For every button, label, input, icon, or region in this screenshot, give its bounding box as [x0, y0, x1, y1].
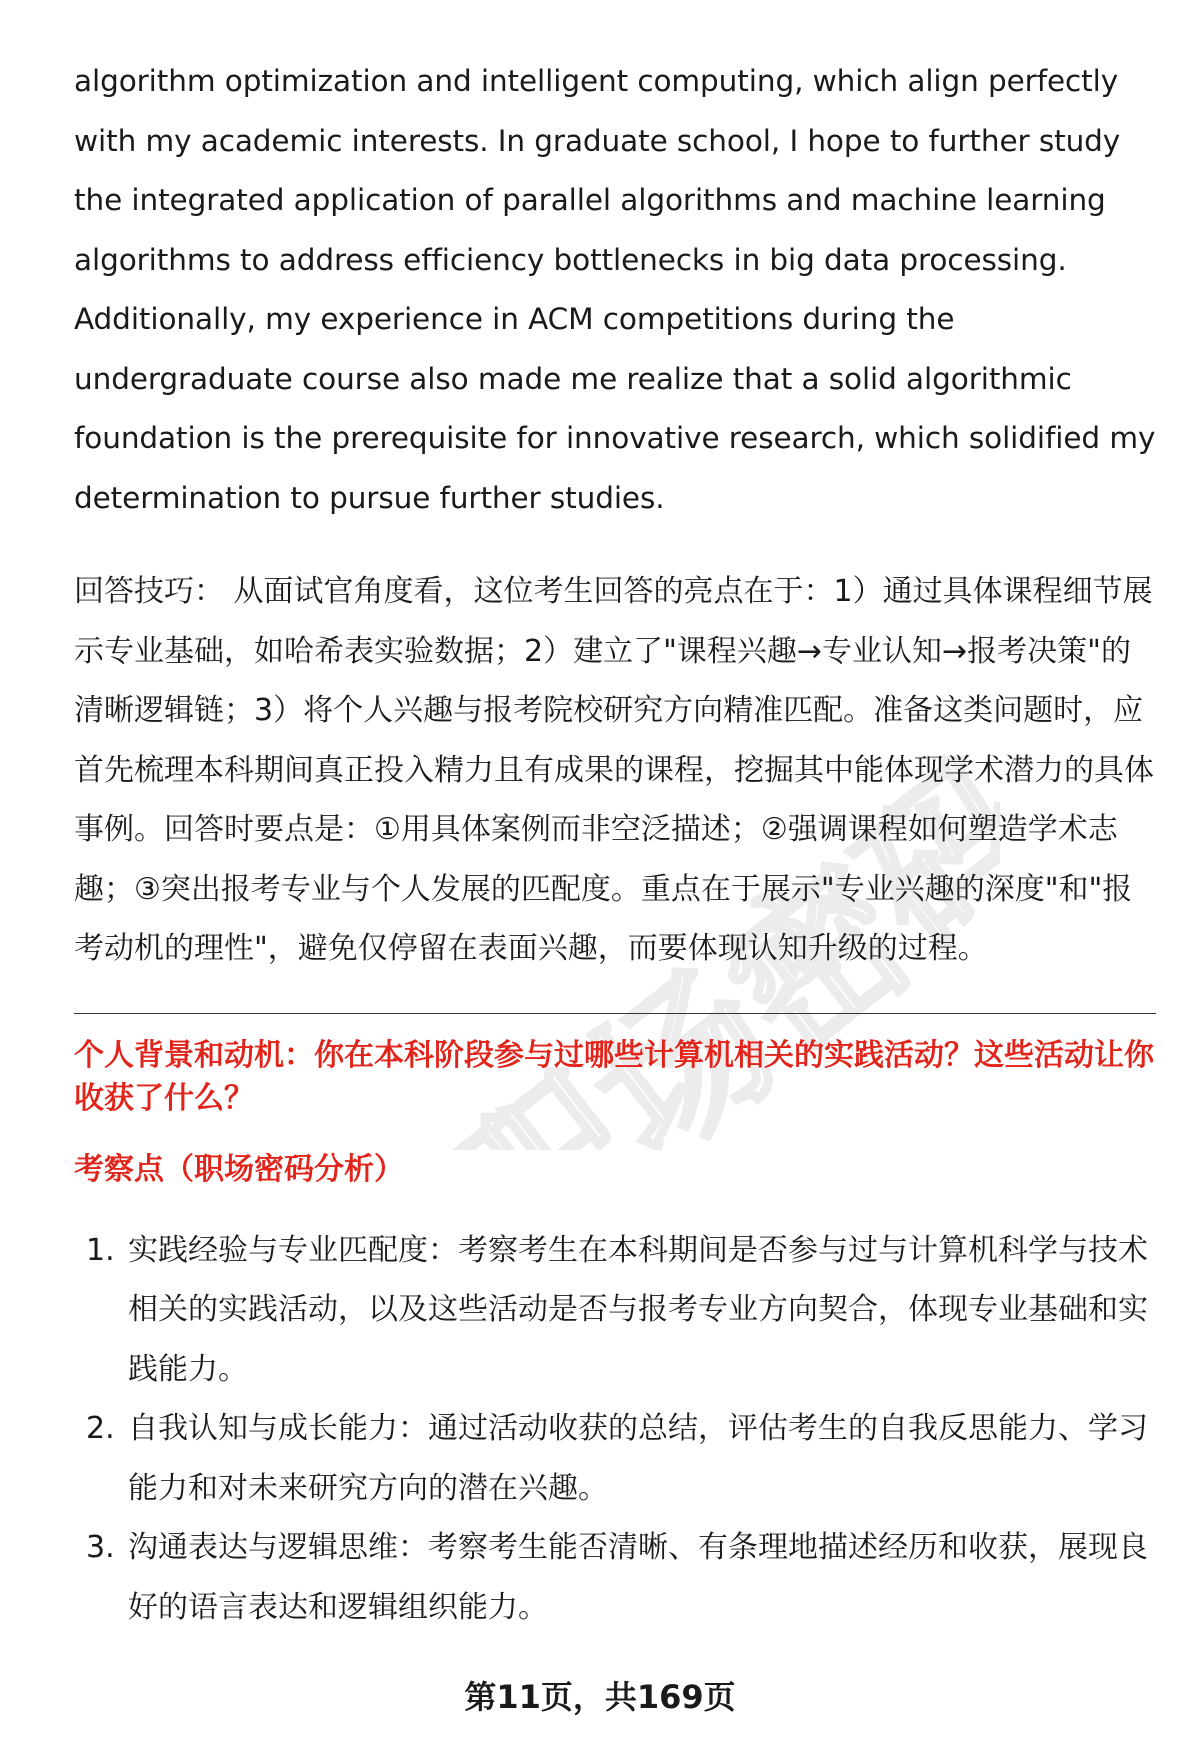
watermark-text: 职场密码	[422, 726, 1000, 1150]
section-divider	[74, 1013, 1156, 1014]
english-answer-paragraph: algorithm optimization and intelligent computing, which align perfectly with my academic interests. In graduate school, I hope to further study the integrated application of parallel algorithms and machine learning algorithms to address efficiency bottlenecks in big data processing. Additionally, my experience in ACM competitions during the undergraduate course also made me realize that a solid algorithmic foundation is the prerequisite for innovative research, which solidified my determination to pursue further studies.	[74, 64, 1156, 515]
list-item-number: 2.	[86, 1411, 115, 1446]
list-item-text: 自我认知与成长能力：通过活动收获的总结，评估考生的自我反思能力、学习能力和对未来研究方向的潜在兴趣。	[128, 1411, 1148, 1506]
document-page	[74, 52, 1156, 1637]
list-item-number: 1.	[86, 1232, 115, 1268]
list-item-number: 3.	[86, 1530, 115, 1565]
list-item	[74, 1221, 1156, 1400]
assessment-points-heading: 考察点（职场密码分析）	[74, 1151, 404, 1187]
page-number-footer: 第11页，共169页	[464, 1678, 736, 1716]
list-item-text: 实践经验与专业匹配度：考察考生在本科期间是否参与过与计算机科学与技术相关的实践活动，以及这些活动是否与报考专业方向契合，体现专业基础和实践能力。	[128, 1232, 1148, 1387]
list-item-text: 沟通表达与逻辑思维：考察考生能否清晰、有条理地描述经历和收获，展现良好的语言表达和逻辑组织能力。	[128, 1530, 1148, 1625]
list-item	[74, 1399, 1156, 1518]
answer-tip-paragraph: 回答技巧： 从面试官角度看，这位考生回答的亮点在于：1）通过具体课程细节展示专业基础，如哈希表实验数据；2）建立了"课程兴趣→专业认知→报考决策"的清晰逻辑链；3）将个人兴趣与报考院校研究方向精准匹配。准备这类问题时，应首先梳理本科期间真正投入精力且有成果的课程，挖掘其中能体现学术潜力的具体事例。回答时要点是：①用具体案例而非空泛描述；②强调课程如何塑造学术志趣；③突出报考专业与个人发展的匹配度。重点在于展示"专业兴趣的深度"和"报考动机的理性"，避免仅停留在表面兴趣，而要体现认知升级的过程。	[74, 574, 1154, 966]
assessment-points-list	[74, 1221, 1156, 1638]
question-title: 个人背景和动机：你在本科阶段参与过哪些计算机相关的实践活动？这些活动让你收获了什么？	[74, 1037, 1154, 1116]
list-item	[74, 1518, 1156, 1637]
